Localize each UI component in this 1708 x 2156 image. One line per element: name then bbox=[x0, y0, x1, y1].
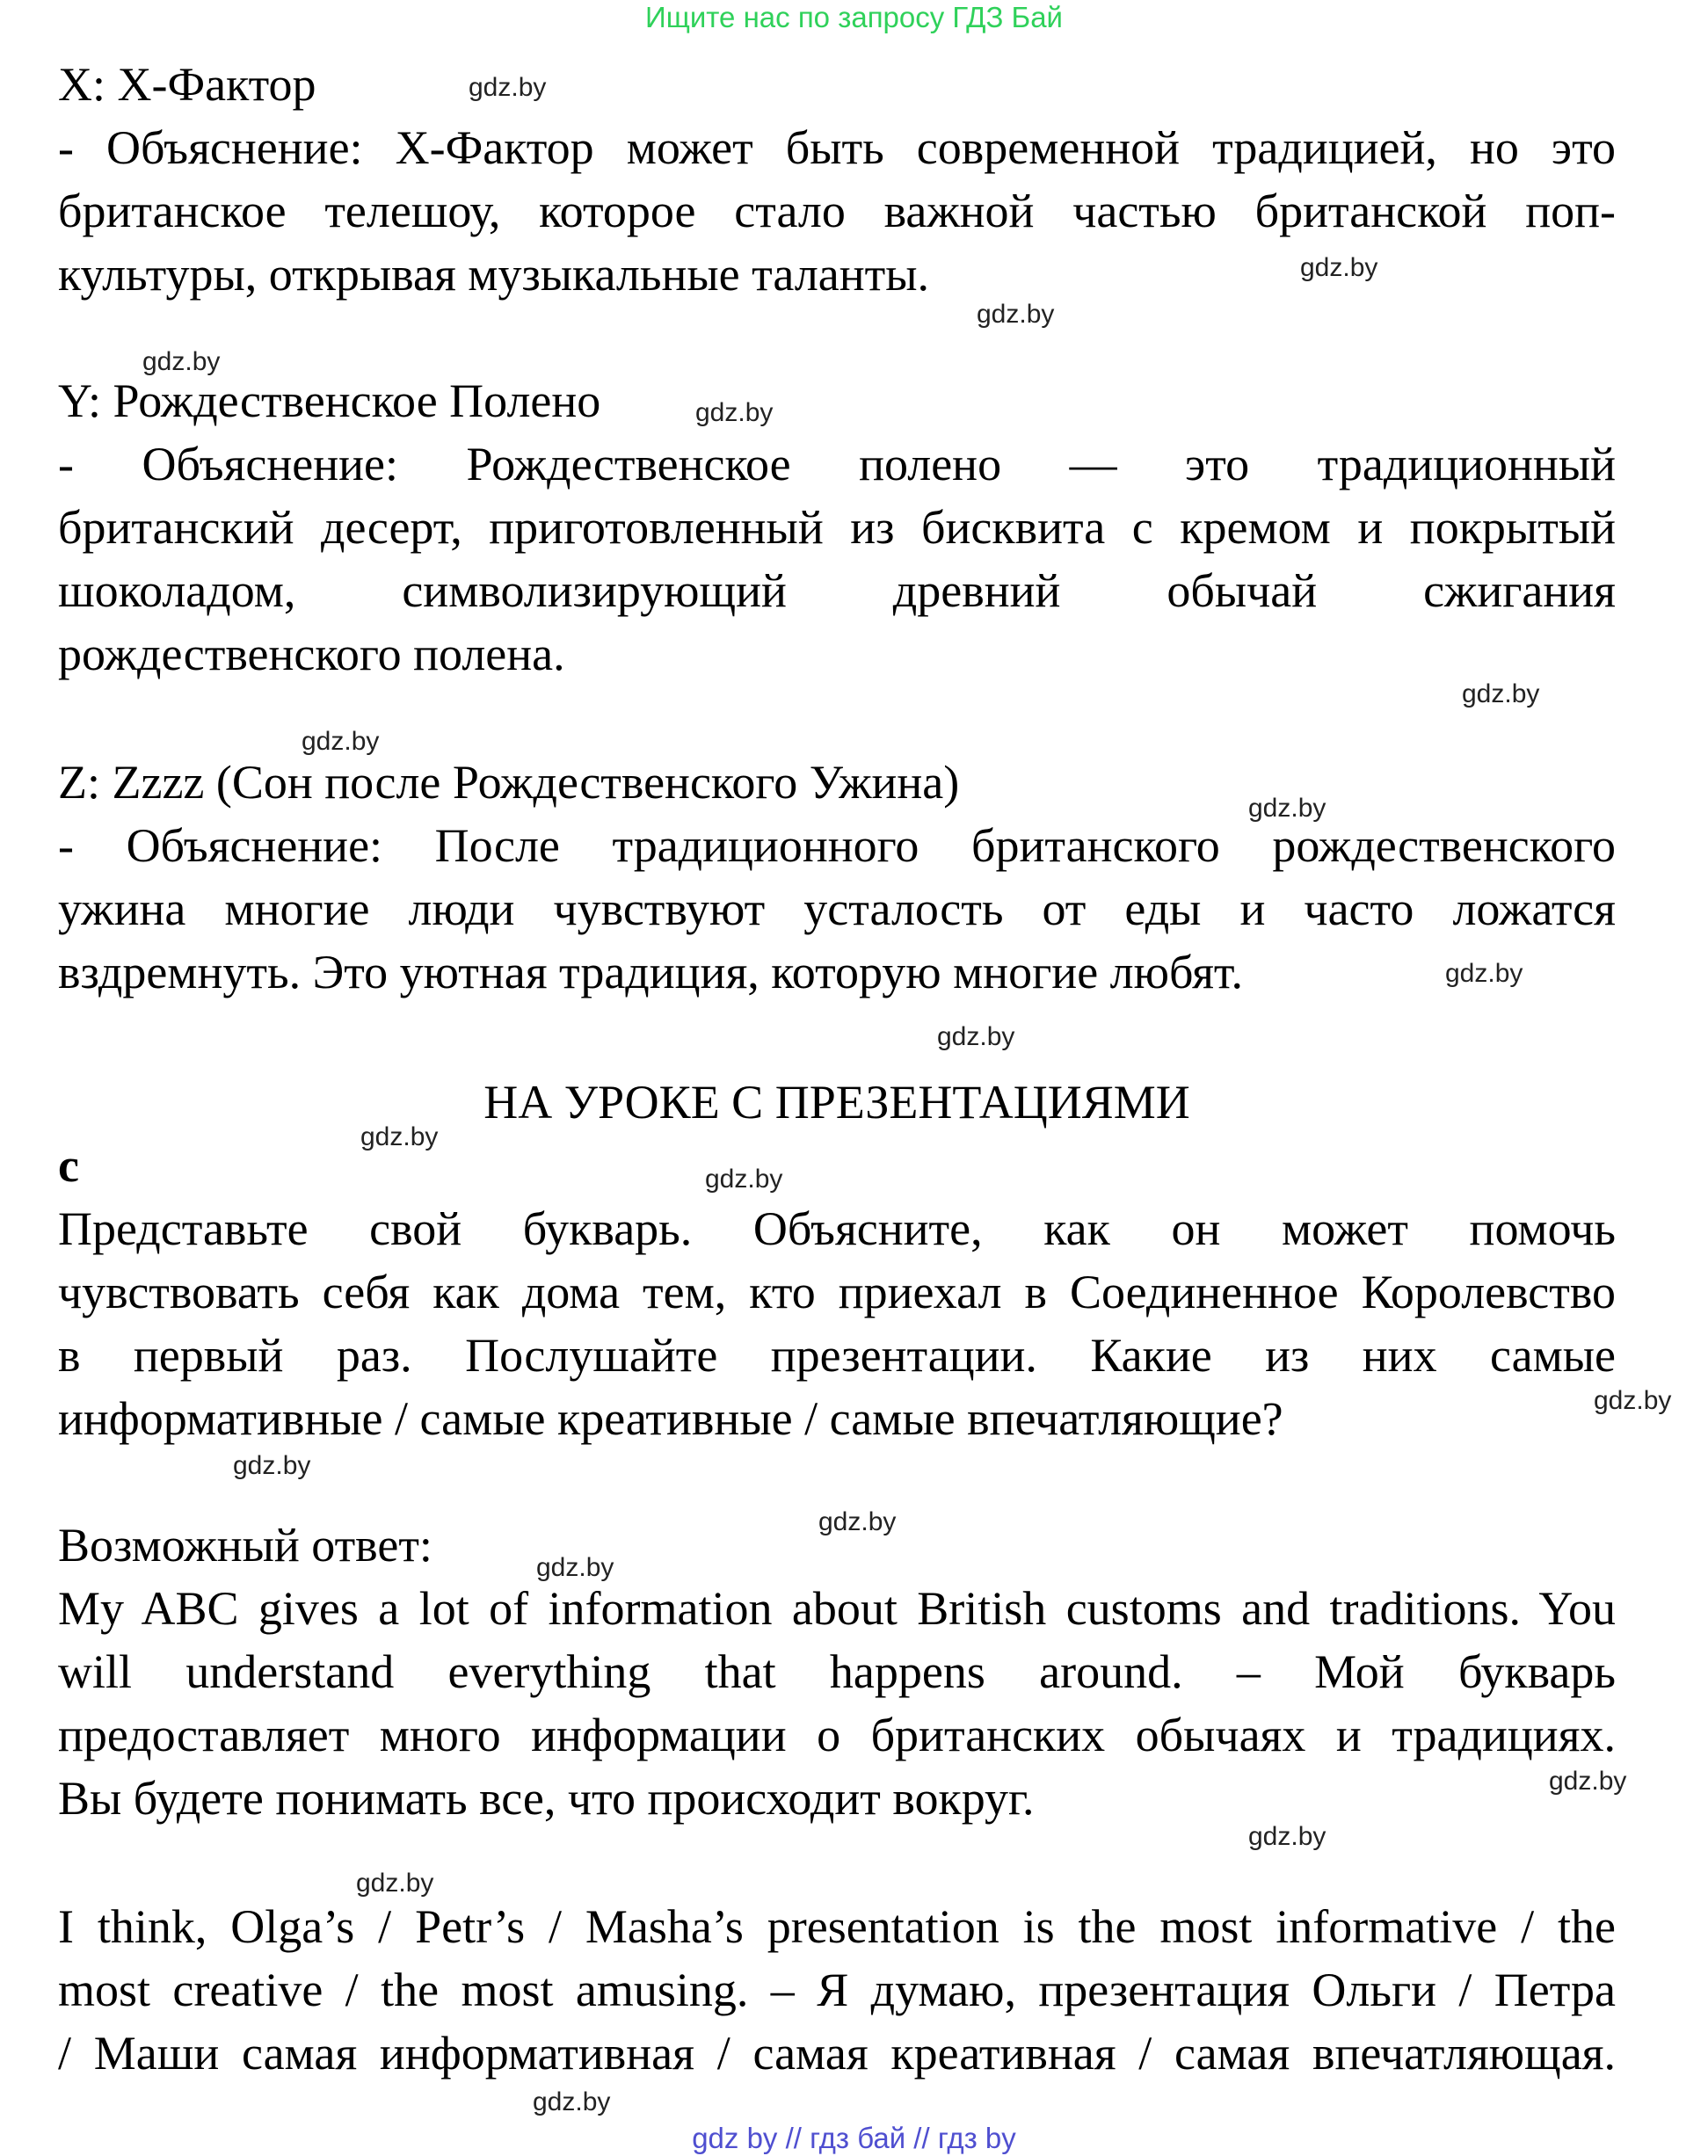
watermark: gdz.by bbox=[695, 398, 774, 427]
watermark: gdz.by bbox=[302, 727, 380, 756]
section-x-line: британское телешоу, которое стало важной частью британской поп- bbox=[58, 185, 1616, 237]
task-label: c bbox=[58, 1139, 79, 1192]
answer-line: / Маши самая информативная / самая креативная / самая впечатляющая. bbox=[58, 2027, 1616, 2080]
section-y-line: рождественского полена. bbox=[58, 628, 565, 680]
watermark: gdz.by bbox=[1594, 1386, 1672, 1415]
watermark: gdz.by bbox=[937, 1022, 1015, 1051]
answer-line: most creative / the most amusing. – Я думаю, презентация Ольги / Петра bbox=[58, 1964, 1616, 2016]
answer-line: My ABC gives a lot of information about British customs and traditions. You bbox=[58, 1582, 1616, 1635]
watermark: gdz.by bbox=[360, 1122, 439, 1151]
answer-line: предоставляет много информации о британских обычаях и традициях. bbox=[58, 1709, 1616, 1761]
section-z-title: Z: Zzzz (Сон после Рождественского Ужина) bbox=[58, 756, 960, 809]
watermark: gdz.by bbox=[142, 347, 221, 376]
task-line: Представьте свой букварь. Объясните, как он может помочь bbox=[58, 1202, 1616, 1255]
answer-line: will understand everything that happens around. – Мой букварь bbox=[58, 1645, 1616, 1698]
section-y-title: Y: Рождественское Полено bbox=[58, 374, 601, 427]
section-y-line: - Объяснение: Рождественское полено — это традиционный bbox=[58, 438, 1616, 490]
section-x-line: культуры, открывая музыкальные таланты. bbox=[58, 248, 930, 301]
answer-line: I think, Olga’s / Petr’s / Masha’s presentation is the most informative / the bbox=[58, 1900, 1616, 1953]
section-z-line: ужина многие люди чувствуют усталость от еды и часто ложатся bbox=[58, 882, 1616, 935]
section-x-title: X: X-Фактор bbox=[58, 58, 316, 111]
answer-line: Вы будете понимать все, что происходит вокруг. bbox=[58, 1772, 1035, 1825]
watermark: gdz.by bbox=[469, 73, 547, 102]
watermark: gdz.by bbox=[233, 1451, 311, 1480]
section-z-line: - Объяснение: После традиционного британского рождественского bbox=[58, 819, 1616, 872]
watermark: gdz.by bbox=[1462, 679, 1540, 708]
watermark: gdz.by bbox=[1445, 959, 1523, 988]
section-y-line: шоколадом, символизирующий древний обычай сжигания bbox=[58, 564, 1616, 617]
top-banner: Ищите нас по запросу ГДЗ Бай bbox=[645, 1, 1063, 33]
watermark: gdz.by bbox=[705, 1165, 783, 1194]
watermark: gdz.by bbox=[977, 300, 1055, 329]
watermark: gdz.by bbox=[536, 1553, 614, 1582]
bottom-banner: gdz by // гдз бай // гдз by bbox=[692, 2122, 1016, 2154]
task-line: в первый раз. Послушайте презентации. Какие из них самые bbox=[58, 1329, 1616, 1382]
lesson-heading: НА УРОКЕ С ПРЕЗЕНТАЦИЯМИ bbox=[483, 1076, 1190, 1129]
watermark: gdz.by bbox=[1549, 1767, 1627, 1796]
section-y-line: британский десерт, приготовленный из бисквита с кремом и покрытый bbox=[58, 501, 1616, 554]
watermark: gdz.by bbox=[533, 2087, 611, 2116]
task-line: информативные / самые креативные / самые впечатляющие? bbox=[58, 1392, 1283, 1445]
watermark: gdz.by bbox=[818, 1507, 897, 1536]
answer-label: Возможный ответ: bbox=[58, 1519, 432, 1572]
watermark: gdz.by bbox=[1300, 253, 1378, 282]
task-line: чувствовать себя как дома тем, кто приехал в Соединенное Королевство bbox=[58, 1266, 1616, 1318]
section-z-line: вздремнуть. Это уютная традиция, которую многие любят. bbox=[58, 946, 1243, 998]
section-x-line: - Объяснение: X-Фактор может быть современной традицией, но это bbox=[58, 121, 1616, 174]
watermark: gdz.by bbox=[1248, 794, 1326, 823]
watermark: gdz.by bbox=[1248, 1822, 1326, 1851]
watermark: gdz.by bbox=[356, 1869, 434, 1898]
